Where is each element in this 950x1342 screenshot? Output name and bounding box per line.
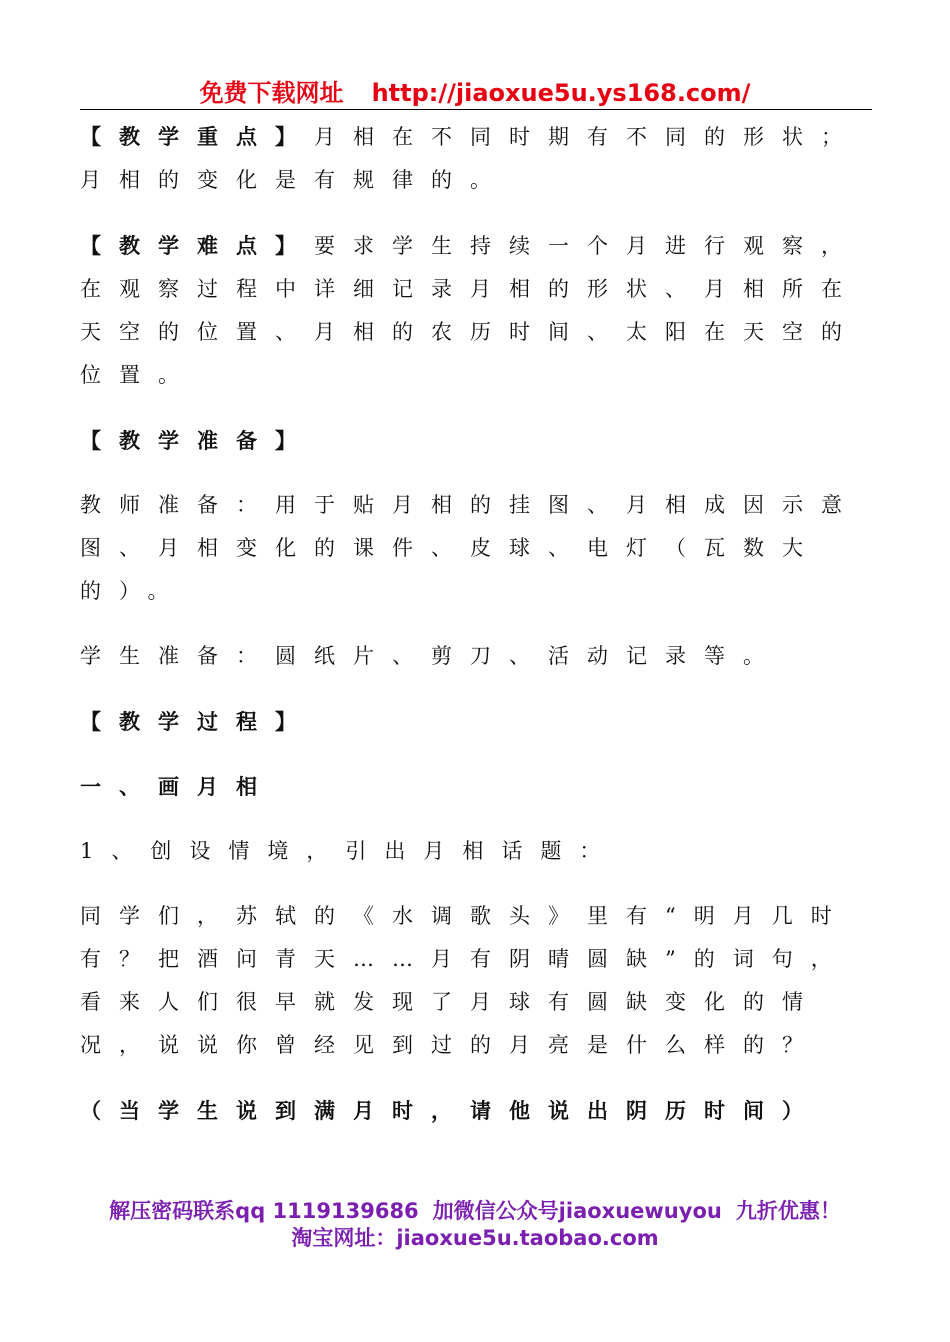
- teaching-process-heading: 【教学过程】: [80, 709, 314, 734]
- footer-contact-label: 解压密码联系: [109, 1199, 236, 1223]
- teaching-focus: [80, 115, 870, 202]
- header-url-link[interactable]: http://jiaoxue5u.ys168.com/: [371, 79, 751, 107]
- footer-taobao-label: 淘宝网址：: [291, 1226, 397, 1250]
- section-one-heading: 一、画月相: [80, 774, 275, 799]
- header-label: 免费下载网址: [199, 79, 344, 107]
- step-one: 1、创设情境，引出月相话题：: [80, 839, 619, 863]
- teacher-note: （当学生说到满月时，请他说出阴历时间）: [80, 1098, 821, 1123]
- footer-wechat-label: 加微信公众号: [432, 1199, 559, 1223]
- teacher-preparation: [80, 484, 870, 613]
- teaching-difficulty-heading: 【教学难点】: [80, 233, 314, 258]
- student-preparation: 学生准备：圆纸片、剪刀、活动记录等。: [80, 644, 782, 668]
- download-header: [0, 78, 950, 108]
- teaching-preparation-heading: 【教学准备】: [80, 428, 314, 453]
- intro-paragraph: 同学们，苏轼的《水调歌头》里有“明月几时有？把酒问青天……月有阴晴圆缺”的词句，看来人们很早就发现了月球有圆缺变化的情况，说说你曾经见到过的月亮是什么样的？: [80, 904, 850, 1057]
- footer-wechat-id: jiaoxuewuyou: [558, 1199, 722, 1223]
- teaching-focus-heading: 【教学重点】: [80, 124, 314, 149]
- teaching-focus-text: 月相在不同时期有不同的形状；月相的变化是有规律的。: [80, 125, 860, 192]
- document-body: [80, 115, 870, 1154]
- footer-taobao-line: [0, 1224, 950, 1252]
- footer-taobao-link[interactable]: jiaoxue5u.taobao.com: [396, 1226, 659, 1250]
- teacher-preparation-line1: 教师准备：用于贴月相的挂图、月相成因示意图、月相变化的课件、皮球、电灯（瓦数大: [80, 493, 860, 560]
- teaching-difficulty: [80, 224, 870, 397]
- header-divider: [80, 109, 872, 110]
- footer-discount: 九折优惠！: [735, 1199, 841, 1223]
- footer-contact-line: [0, 1197, 950, 1225]
- teaching-difficulty-text: 要求学生持续一个月进行观察，在观察过程中详细记录月相的形状、月相所在天空的位置、月相的农历时间、太阳在天空的位置。: [80, 234, 860, 387]
- teacher-preparation-line2: 的）。: [80, 579, 187, 603]
- footer-qq: qq 1119139686: [235, 1199, 419, 1223]
